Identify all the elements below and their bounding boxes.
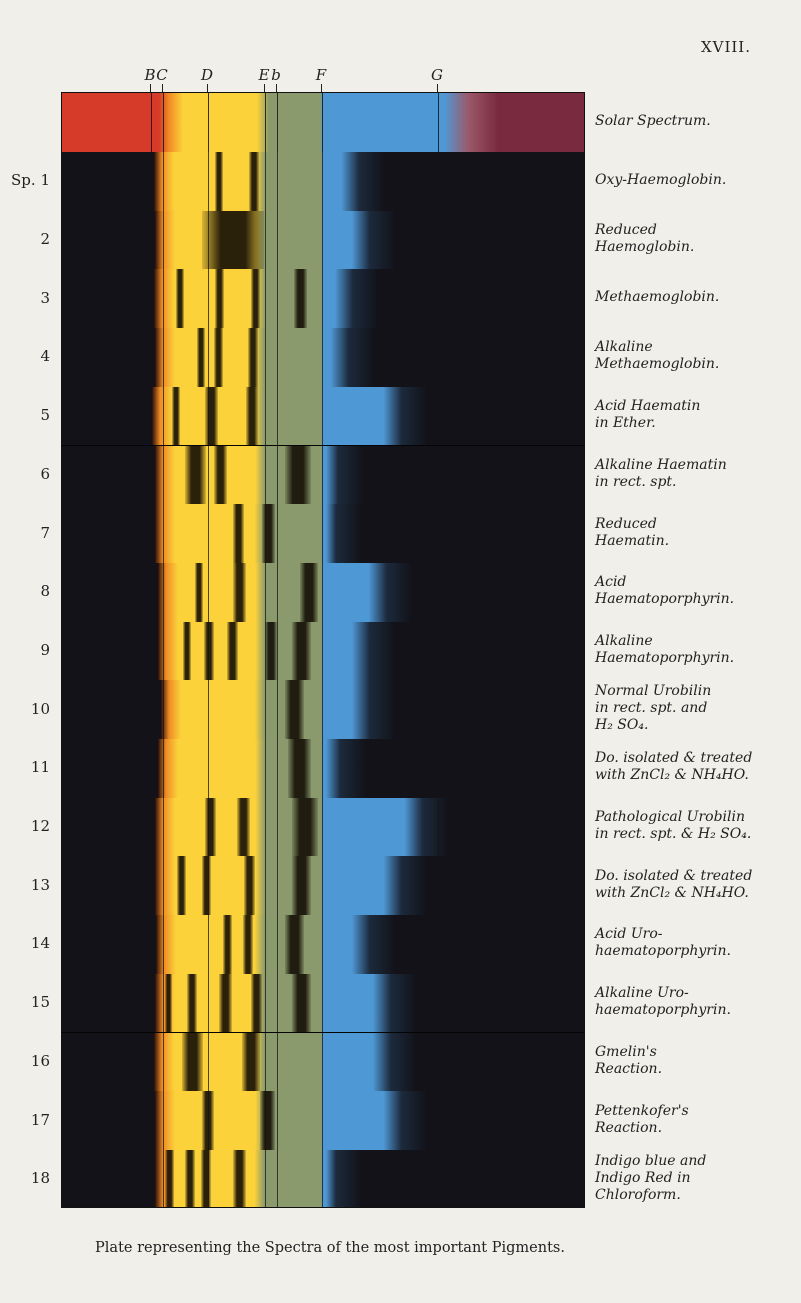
fraunhofer-line-F: [322, 563, 323, 622]
spectrum-number: 2: [40, 230, 50, 249]
absorption-band: [292, 798, 318, 857]
absorption-band: [182, 1033, 203, 1092]
absorption-band: [244, 856, 255, 915]
absorption-band: [205, 798, 215, 857]
fraunhofer-line-E: [265, 504, 266, 563]
fraunhofer-line-E: [265, 269, 266, 328]
spectrum-label: Acid Uro- haematoporphyrin.: [595, 926, 731, 960]
spectrum-number: 16: [30, 1051, 50, 1070]
spectrum-row-16: [62, 1033, 584, 1093]
fraunhofer-line-b: [277, 739, 278, 798]
absorption-band: [233, 563, 246, 622]
fraunhofer-line-C: [163, 1091, 164, 1150]
absorption-band: [197, 328, 204, 387]
spectrum-number: 8: [40, 582, 50, 601]
fraunhofer-line-B: [151, 446, 152, 505]
fraunhofer-line-b: [277, 211, 278, 270]
blue-band: [322, 974, 417, 1033]
fraunhofer-line-D: [208, 974, 209, 1033]
absorption-band: [249, 152, 259, 211]
fraunhofer-line-b: [277, 856, 278, 915]
spectrum-label: Oxy-Haemoglobin.: [595, 171, 727, 188]
absorption-band: [227, 622, 238, 681]
fraunhofer-label-E: E: [258, 66, 270, 84]
spectrum-number: Sp. 1: [11, 171, 50, 190]
blue-band: [322, 446, 364, 505]
fraunhofer-line-G: [438, 269, 439, 328]
absorption-band: [223, 915, 232, 974]
fraunhofer-line-E: [265, 446, 266, 505]
fraunhofer-line-D: [208, 446, 209, 505]
fraunhofer-line-E: [265, 915, 266, 974]
fraunhofer-line-B: [151, 387, 152, 446]
fraunhofer-tick-E: [264, 84, 265, 92]
blue-band: [322, 1091, 427, 1150]
fraunhofer-line-b: [277, 1150, 278, 1208]
blue-band: [322, 622, 396, 681]
fraunhofer-label-F: F: [315, 66, 327, 84]
absorption-band: [237, 798, 250, 857]
spectrum-number: 3: [40, 288, 50, 307]
absorption-band: [243, 915, 253, 974]
fraunhofer-line-D: [208, 152, 209, 211]
fraunhofer-line-b: [277, 504, 278, 563]
fraunhofer-line-E: [265, 739, 266, 798]
fraunhofer-line-C: [163, 739, 164, 798]
fraunhofer-line-C: [163, 93, 164, 152]
fraunhofer-line-G: [438, 152, 439, 211]
absorption-band: [214, 446, 227, 505]
spectrum-row-18: [62, 1150, 584, 1208]
fraunhofer-line-B: [151, 680, 152, 739]
fraunhofer-line-C: [163, 856, 164, 915]
absorption-band: [219, 974, 232, 1033]
fraunhofer-line-F: [322, 93, 323, 152]
fraunhofer-line-F: [322, 622, 323, 681]
absorption-band: [202, 211, 264, 270]
spectrum-label: Methaemoglobin.: [595, 289, 720, 306]
blue-band: [322, 504, 362, 563]
fraunhofer-tick-C: [162, 84, 163, 92]
fraunhofer-line-D: [208, 622, 209, 681]
fraunhofer-line-G: [438, 387, 439, 446]
spectrum-number: 5: [40, 406, 50, 425]
blue-band: [322, 1150, 362, 1208]
fraunhofer-line-F: [322, 387, 323, 446]
fraunhofer-line-E: [265, 680, 266, 739]
spectrum-label: Acid Haematin in Ether.: [595, 398, 701, 432]
fraunhofer-line-C: [163, 152, 164, 211]
fraunhofer-line-F: [322, 680, 323, 739]
fraunhofer-line-D: [208, 915, 209, 974]
fraunhofer-line-b: [277, 152, 278, 211]
solar-spectrum-label: Solar Spectrum.: [595, 112, 711, 129]
spectrum-number: 13: [30, 875, 50, 894]
fraunhofer-line-F: [322, 211, 323, 270]
fraunhofer-line-F: [322, 446, 323, 505]
spectrum-row-4: [62, 328, 584, 388]
absorption-band: [292, 856, 311, 915]
spectrum-label: Alkaline Methaemoglobin.: [595, 339, 720, 373]
fraunhofer-label-b: b: [271, 66, 281, 84]
fraunhofer-tick-F: [321, 84, 322, 92]
fraunhofer-line-C: [163, 563, 164, 622]
absorption-band: [285, 446, 311, 505]
fraunhofer-line-E: [265, 856, 266, 915]
fraunhofer-line-F: [322, 798, 323, 857]
fraunhofer-line-B: [151, 504, 152, 563]
fraunhofer-line-E: [265, 798, 266, 857]
fraunhofer-line-C: [163, 680, 164, 739]
fraunhofer-line-B: [151, 152, 152, 211]
fraunhofer-line-G: [438, 446, 439, 505]
absorption-band: [215, 152, 223, 211]
absorption-band: [294, 269, 307, 328]
spectrum-number: 4: [40, 347, 50, 366]
spectrum-row-13: [62, 856, 584, 916]
fraunhofer-line-G: [438, 622, 439, 681]
absorption-band: [248, 328, 258, 387]
spectrum-number: 10: [30, 699, 50, 718]
fraunhofer-line-C: [163, 504, 164, 563]
fraunhofer-line-C: [163, 328, 164, 387]
fraunhofer-line-G: [438, 1033, 439, 1092]
fraunhofer-line-B: [151, 798, 152, 857]
blue-band: [322, 328, 375, 387]
spectrum-label: Alkaline Uro- haematoporphyrin.: [595, 985, 731, 1019]
fraunhofer-line-b: [277, 328, 278, 387]
fraunhofer-tick-b: [276, 84, 277, 92]
fraunhofer-line-B: [151, 211, 152, 270]
absorption-band: [214, 328, 223, 387]
fraunhofer-line-F: [322, 915, 323, 974]
spectrum-number: 9: [40, 640, 50, 659]
fraunhofer-line-D: [208, 739, 209, 798]
blue-band: [322, 798, 448, 857]
fraunhofer-line-C: [163, 1033, 164, 1092]
absorption-band: [246, 387, 257, 446]
absorption-band: [201, 1150, 211, 1208]
spectrum-number: 18: [30, 1169, 50, 1188]
fraunhofer-line-G: [438, 739, 439, 798]
fraunhofer-line-F: [322, 856, 323, 915]
fraunhofer-line-b: [277, 680, 278, 739]
spectrum-label: Indigo blue and Indigo Red in Chloroform.: [595, 1152, 707, 1203]
fraunhofer-line-D: [208, 93, 209, 152]
absorption-band: [300, 563, 319, 622]
absorption-band: [292, 622, 311, 681]
fraunhofer-line-b: [277, 798, 278, 857]
fraunhofer-line-G: [438, 915, 439, 974]
fraunhofer-line-D: [208, 1091, 209, 1150]
absorption-band: [183, 622, 190, 681]
fraunhofer-line-F: [322, 328, 323, 387]
fraunhofer-line-D: [208, 856, 209, 915]
absorption-band: [265, 622, 276, 681]
fraunhofer-line-E: [265, 622, 266, 681]
absorption-band: [251, 974, 262, 1033]
blue-band: [322, 739, 366, 798]
fraunhofer-line-C: [163, 622, 164, 681]
absorption-band: [260, 1091, 275, 1150]
absorption-band: [165, 1150, 174, 1208]
fraunhofer-line-F: [322, 269, 323, 328]
fraunhofer-line-E: [265, 387, 266, 446]
fraunhofer-line-b: [277, 446, 278, 505]
spectrum-row-11: [62, 739, 584, 799]
absorption-band: [185, 1150, 194, 1208]
spectrum-number: 12: [30, 817, 50, 836]
fraunhofer-line-E: [265, 974, 266, 1033]
spectrum-label: Do. isolated & treated with ZnCl₂ & NH₄HO.: [595, 867, 753, 901]
fraunhofer-line-E: [265, 211, 266, 270]
fraunhofer-line-B: [151, 915, 152, 974]
absorption-band: [285, 915, 304, 974]
fraunhofer-line-C: [163, 211, 164, 270]
absorption-band: [185, 446, 206, 505]
spectrum-row-10: [62, 680, 584, 740]
fraunhofer-line-B: [151, 739, 152, 798]
absorption-band: [176, 269, 184, 328]
blue-band: [322, 211, 396, 270]
absorption-band: [288, 739, 311, 798]
transmitted-band: [155, 1091, 322, 1150]
fraunhofer-line-F: [322, 152, 323, 211]
spectrum-label: Pettenkofer's Reaction.: [595, 1102, 689, 1136]
fraunhofer-line-E: [265, 563, 266, 622]
blue-band: [322, 387, 427, 446]
fraunhofer-line-G: [438, 798, 439, 857]
transmitted-band: [154, 1033, 322, 1092]
absorption-band: [202, 856, 211, 915]
fraunhofer-line-C: [163, 974, 164, 1033]
absorption-band: [285, 680, 304, 739]
absorption-band: [187, 974, 198, 1033]
fraunhofer-line-b: [277, 387, 278, 446]
fraunhofer-line-E: [265, 328, 266, 387]
fraunhofer-line-E: [265, 152, 266, 211]
spectrum-label: Acid Haematoporphyrin.: [595, 574, 735, 608]
fraunhofer-label-D: D: [200, 66, 214, 84]
fraunhofer-line-B: [151, 1150, 152, 1208]
blue-band: [322, 856, 427, 915]
fraunhofer-line-b: [277, 974, 278, 1033]
fraunhofer-line-D: [208, 269, 209, 328]
fraunhofer-tick-G: [437, 84, 438, 92]
absorption-band: [177, 856, 186, 915]
fraunhofer-line-G: [438, 1091, 439, 1150]
fraunhofer-line-D: [208, 798, 209, 857]
fraunhofer-line-B: [151, 269, 152, 328]
spectrum-label: Alkaline Haematin in rect. spt.: [595, 456, 727, 490]
solar-spectrum-row: [62, 93, 584, 153]
spectrum-label: Alkaline Haematoporphyrin.: [595, 632, 735, 666]
fraunhofer-line-E: [265, 1091, 266, 1150]
plate-caption: Plate representing the Spectra of the most important Pigments.: [95, 1240, 565, 1256]
absorption-band: [195, 563, 202, 622]
fraunhofer-line-C: [163, 915, 164, 974]
fraunhofer-label-C: C: [156, 66, 168, 84]
fraunhofer-line-D: [208, 387, 209, 446]
spectrum-label: Pathological Urobilin in rect. spt. & H₂ SO₄.: [595, 809, 752, 843]
spectrum-number: 7: [40, 523, 50, 542]
fraunhofer-line-E: [265, 1150, 266, 1208]
fraunhofer-line-D: [208, 1150, 209, 1208]
fraunhofer-line-E: [265, 1033, 266, 1092]
transmitted-band: [154, 152, 322, 211]
fraunhofer-line-b: [277, 1091, 278, 1150]
absorption-band: [292, 974, 311, 1033]
blue-band: [322, 563, 413, 622]
fraunhofer-line-G: [438, 93, 439, 152]
fraunhofer-line-G: [438, 504, 439, 563]
plate-number: XVIII.: [700, 38, 751, 56]
spectrum-label: Gmelin's Reaction.: [595, 1043, 663, 1077]
fraunhofer-line-F: [322, 974, 323, 1033]
spectrum-row-14: [62, 915, 584, 975]
blue-band: [322, 680, 396, 739]
fraunhofer-line-G: [438, 211, 439, 270]
fraunhofer-line-B: [151, 1033, 152, 1092]
fraunhofer-line-B: [151, 622, 152, 681]
spectrum-label: Reduced Haematin.: [595, 515, 670, 549]
fraunhofer-line-C: [163, 446, 164, 505]
spectrum-row-8: [62, 563, 584, 623]
fraunhofer-tick-D: [207, 84, 208, 92]
fraunhofer-line-F: [322, 504, 323, 563]
spectrum-row-7: [62, 504, 584, 564]
fraunhofer-line-B: [151, 563, 152, 622]
fraunhofer-line-G: [438, 680, 439, 739]
fraunhofer-line-D: [208, 504, 209, 563]
fraunhofer-line-F: [322, 1033, 323, 1092]
spectrum-label: Normal Urobilin in rect. spt. and H₂ SO₄.: [595, 683, 712, 734]
fraunhofer-line-B: [151, 856, 152, 915]
fraunhofer-line-D: [208, 211, 209, 270]
fraunhofer-label-B: B: [144, 66, 156, 84]
spectrum-number: 17: [30, 1110, 50, 1129]
fraunhofer-line-D: [208, 680, 209, 739]
spectrum-number: 6: [40, 464, 50, 483]
fraunhofer-line-F: [322, 1091, 323, 1150]
fraunhofer-line-C: [163, 1150, 164, 1208]
fraunhofer-line-C: [163, 269, 164, 328]
fraunhofer-line-B: [151, 974, 152, 1033]
fraunhofer-line-D: [208, 328, 209, 387]
absorption-band: [251, 269, 260, 328]
absorption-band: [233, 1150, 246, 1208]
blue-band: [322, 915, 396, 974]
fraunhofer-line-F: [322, 1150, 323, 1208]
fraunhofer-line-G: [438, 563, 439, 622]
spectrum-row-12: [62, 798, 584, 858]
fraunhofer-line-F: [322, 739, 323, 798]
fraunhofer-line-G: [438, 974, 439, 1033]
fraunhofer-line-b: [277, 563, 278, 622]
absorption-band: [233, 504, 244, 563]
fraunhofer-line-B: [151, 1091, 152, 1150]
spectrum-row-2: [62, 211, 584, 271]
spectrum-row-9: [62, 622, 584, 682]
spectrum-row-17: [62, 1091, 584, 1151]
spectrum-number: 14: [30, 934, 50, 953]
fraunhofer-line-D: [208, 1033, 209, 1092]
blue-band: [322, 152, 385, 211]
fraunhofer-line-E: [265, 93, 266, 152]
fraunhofer-line-C: [163, 798, 164, 857]
fraunhofer-line-D: [208, 563, 209, 622]
blue-band: [322, 1033, 417, 1092]
blue-band: [322, 269, 379, 328]
absorption-band: [215, 269, 224, 328]
spectrum-label: Reduced Haemoglobin.: [595, 222, 695, 256]
fraunhofer-line-b: [277, 1033, 278, 1092]
fraunhofer-line-b: [277, 93, 278, 152]
fraunhofer-line-b: [277, 269, 278, 328]
spectrum-row-1: [62, 152, 584, 212]
fraunhofer-line-G: [438, 1150, 439, 1208]
spectrum-row-5: [62, 387, 584, 447]
fraunhofer-line-b: [277, 915, 278, 974]
fraunhofer-line-C: [163, 387, 164, 446]
fraunhofer-label-G: G: [431, 66, 443, 84]
spectrum-number: 15: [30, 993, 50, 1012]
fraunhofer-line-B: [151, 328, 152, 387]
spectrum-number: 11: [30, 758, 50, 777]
spectrum-row-3: [62, 269, 584, 329]
absorption-band: [165, 974, 172, 1033]
spectrum-row-15: [62, 974, 584, 1034]
transmitted-band: [155, 328, 322, 387]
fraunhofer-line-G: [438, 856, 439, 915]
fraunhofer-line-b: [277, 622, 278, 681]
fraunhofer-tick-B: [150, 84, 151, 92]
spectrum-row-6: [62, 446, 584, 506]
absorption-band: [242, 1033, 260, 1092]
fraunhofer-line-G: [438, 328, 439, 387]
spectrum-label: Do. isolated & treated with ZnCl₂ & NH₄HO.: [595, 750, 753, 784]
fraunhofer-line-B: [151, 93, 152, 152]
absorption-band: [172, 387, 181, 446]
spectra-chart: [61, 92, 585, 1208]
